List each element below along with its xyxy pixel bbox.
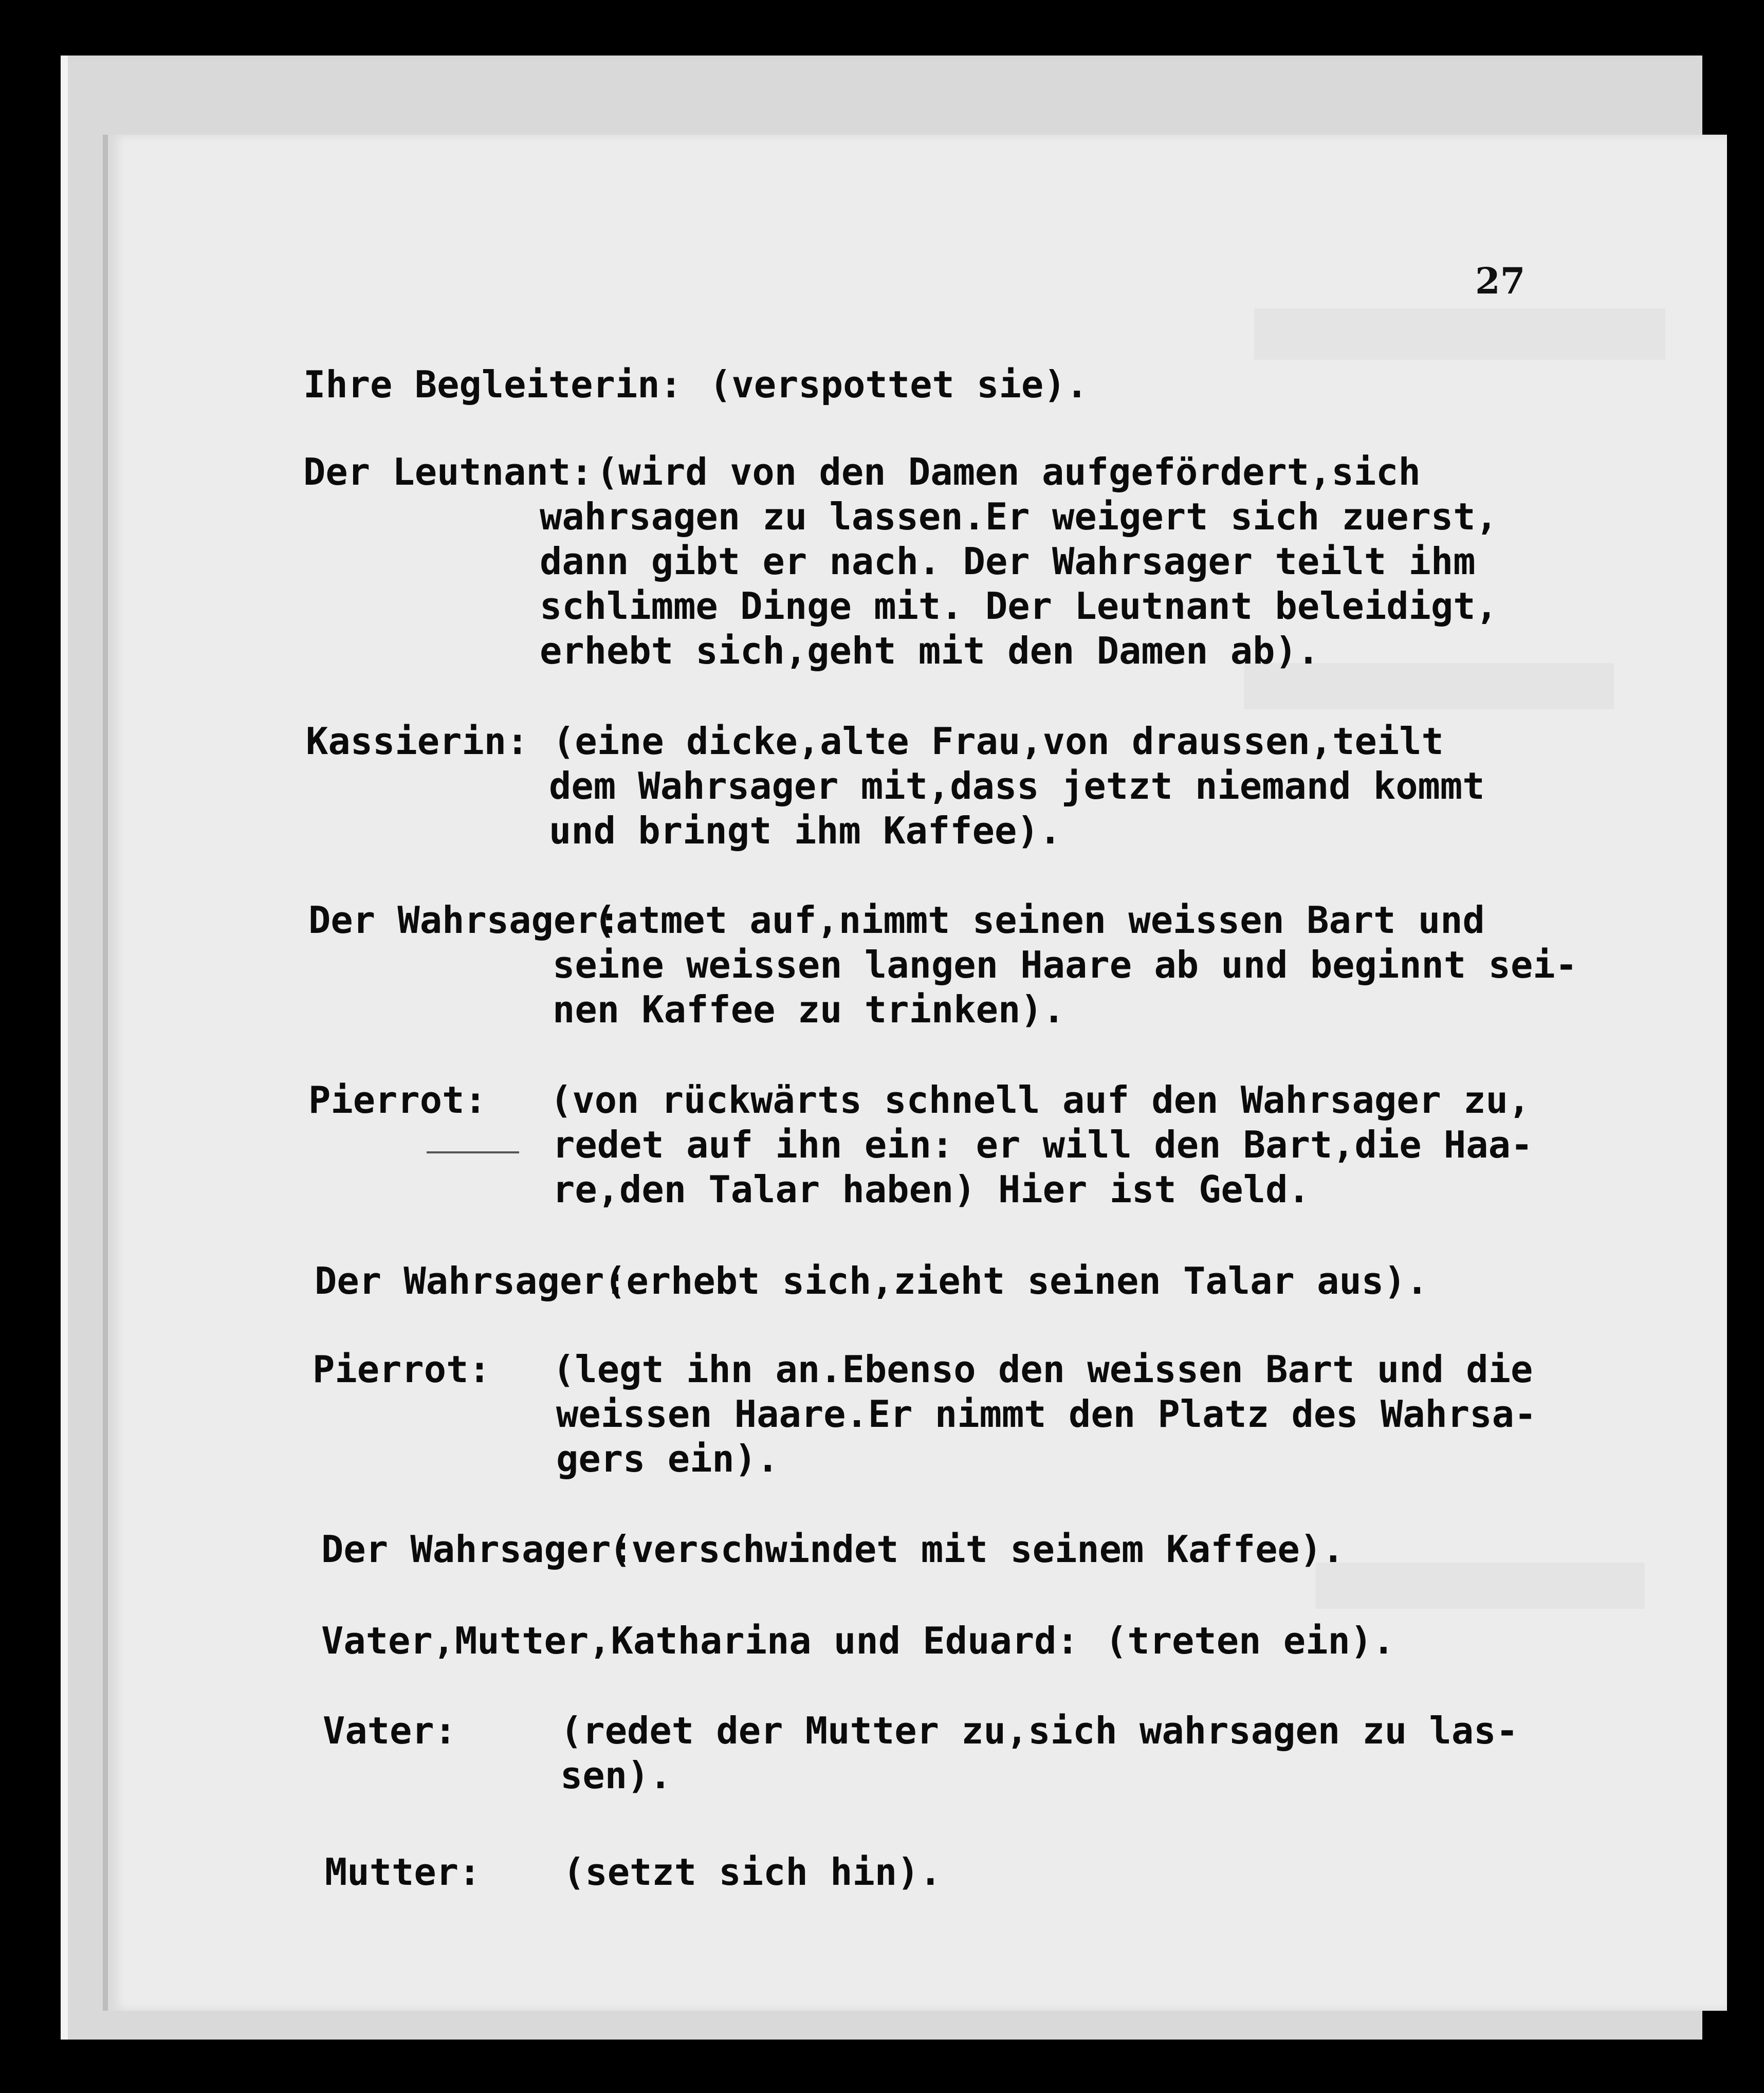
stage-direction-line: (legt ihn an.Ebenso den weissen Bart und die [553,1348,1533,1391]
stage-direction-line: redet auf ihn ein: er will den Bart,die Haa- [553,1123,1533,1166]
speaker-name: Vater,Mutter,Katharina und Eduard: [321,1619,1079,1662]
stage-direction-line: re,den Talar haben) Hier ist Geld. [553,1168,1310,1211]
stage-direction-line: seine weissen langen Haare ab und beginnt sei- [553,943,1577,986]
stage-direction-line: (wird von den Damen aufgefördert,sich [596,450,1421,493]
stage-direction-line: (verspottet sie). [709,363,1088,406]
speaker-name: Vater: [323,1709,457,1752]
stage-direction-line: (verschwindet mit seinem Kaffee). [609,1528,1345,1571]
stage-direction-line: dann gibt er nach. Der Wahrsager teilt ihm [540,540,1476,583]
stage-direction-line: schlimme Dinge mit. Der Leutnant beleidigt, [540,584,1498,628]
stage-direction-line: (atmet auf,nimmt seinen weissen Bart und [594,898,1485,942]
stage-direction-line: nen Kaffee zu trinken). [553,988,1065,1031]
speaker-name: Kassierin: [306,720,529,763]
stage-direction-line: (treten ein). [1105,1619,1395,1662]
stage-direction-line: (eine dicke,alte Frau,von draussen,teilt [553,720,1444,763]
stage-direction-line: weissen Haare.Er nimmt den Platz des Wahrsa- [556,1392,1537,1436]
bleed-through-text [1254,308,1665,360]
speaker-name: Ihre Begleiterin: [303,363,682,406]
speaker-name: Der Leutnant: [303,450,593,493]
speaker-name: Der Wahrsager: [308,898,620,942]
speaker-name: Pierrot: [313,1348,491,1391]
stage-direction-line: sen). [560,1754,672,1797]
stage-direction-line: und bringt ihm Kaffee). [549,809,1061,852]
stage-direction-line: (redet der Mutter zu,sich wahrsagen zu las- [560,1709,1518,1752]
speaker-name: Pierrot: [308,1078,487,1122]
stage-direction-line: dem Wahrsager mit,dass jetzt niemand kommt [549,764,1485,807]
pencil-mark [427,1151,519,1153]
stage-direction-line: gers ein). [556,1437,779,1480]
stage-direction-line: wahrsagen zu lassen.Er weigert sich zuerst, [540,495,1498,538]
page-number: 27 [1475,260,1526,302]
stage-direction-line: (setzt sich hin). [563,1850,942,1894]
bleed-through-text [1316,1563,1645,1609]
speaker-name: Der Wahrsager: [315,1259,627,1302]
stage-direction-line: erhebt sich,geht mit den Damen ab). [540,629,1320,672]
stage-direction-line: (erhebt sich,zieht seinen Talar aus). [604,1259,1428,1302]
speaker-name: Mutter: [325,1850,481,1894]
stage-direction-line: (von rückwärts schnell auf den Wahrsager zu, [550,1078,1531,1122]
speaker-name: Der Wahrsager: [321,1528,633,1571]
